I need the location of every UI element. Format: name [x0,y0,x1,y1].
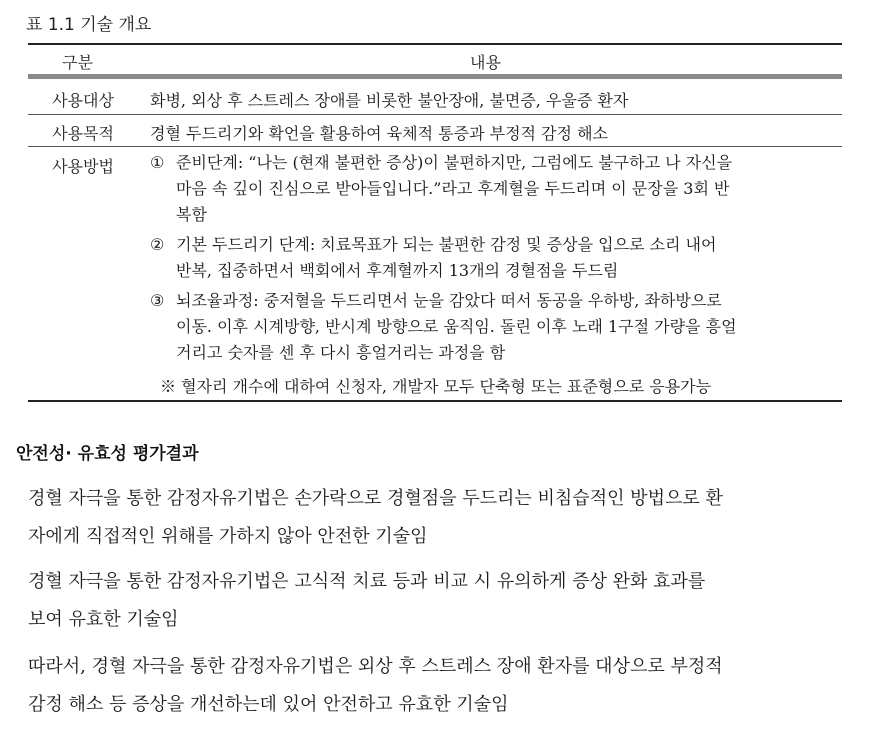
row-divider [28,146,842,147]
step-line: 이동. 이후 시계방향, 반시계 방향으로 움직임. 돌린 이후 노래 1구절 가량을 흥얼 [176,317,737,336]
step-mark: ③ [150,291,165,310]
step-line: 거리고 숫자를 센 후 다시 흥얼거리는 과정을 함 [176,343,506,362]
method-note: ※ 혈자리 개수에 대하여 신청자, 개발자 모두 단축형 또는 표준형으로 응용가능 [160,377,712,396]
step-line: 준비단계: “나는 (현재 불편한 증상)이 불편하지만, 그럼에도 불구하고 나 자신을 [176,153,733,172]
row-label-purpose: 사용목적 [52,124,114,143]
row-label-target: 사용대상 [52,91,114,110]
paragraph-efficacy [28,563,858,639]
row-label-method: 사용방법 [52,157,114,176]
paragraph-line: 경혈 자극을 통한 감정자유기법은 손가락으로 경혈점을 두드리는 비침습적인 방법으로 환 [28,488,723,509]
step-line: 뇌조율과정: 중저혈을 두드리면서 눈을 감았다 떠서 동공을 우하방, 좌하방으로 [176,291,722,310]
row-text-purpose: 경혈 두드리기와 확언을 활용하여 육체적 통증과 부정적 감정 해소 [150,124,609,143]
paragraph-line: 경혈 자극을 통한 감정자유기법은 고식적 치료 등과 비교 시 유의하게 증상 완화 효과를 [28,571,706,592]
table-top-rule [28,43,842,45]
step-mark: ② [150,235,165,254]
step-line: 마음 속 깊이 진심으로 받아들입니다.”라고 후계혈을 두드리며 이 문장을 3회 반 [176,179,730,198]
step-line: 복함 [176,205,207,224]
paragraph-line: 감정 해소 등 증상을 개선하는데 있어 안전하고 유효한 기술임 [28,694,509,715]
table-caption: 표 1.1 기술 개요 [26,15,152,35]
paragraph-line: 자에게 직접적인 위해를 가하지 않아 안전한 기술임 [28,526,428,547]
paragraph-line: 보여 유효한 기술임 [28,609,179,630]
paragraph-line: 따라서, 경혈 자극을 통한 감정자유기법은 외상 후 스트레스 장애 환자를 대상으로 부정적 [28,656,723,677]
header-content: 내용 [470,53,501,72]
step-line: 반복, 집중하면서 백회에서 후계혈까지 13개의 경혈점을 두드림 [176,261,619,280]
step-line: 기본 두드리기 단계: 치료목표가 되는 불편한 감정 및 증상을 입으로 소리 내어 [176,235,717,254]
section-title: 안전성· 유효성 평가결과 [16,444,199,464]
row-text-target: 화병, 외상 후 스트레스 장애를 비롯한 불안장애, 불면증, 우울증 환자 [150,91,629,110]
paragraph-conclusion [28,648,858,724]
header-category: 구분 [62,53,93,72]
header-rule [28,74,842,79]
paragraph-safety [28,480,858,556]
row-divider [28,114,842,115]
table-bottom-rule [28,400,842,402]
step-mark: ① [150,153,165,172]
